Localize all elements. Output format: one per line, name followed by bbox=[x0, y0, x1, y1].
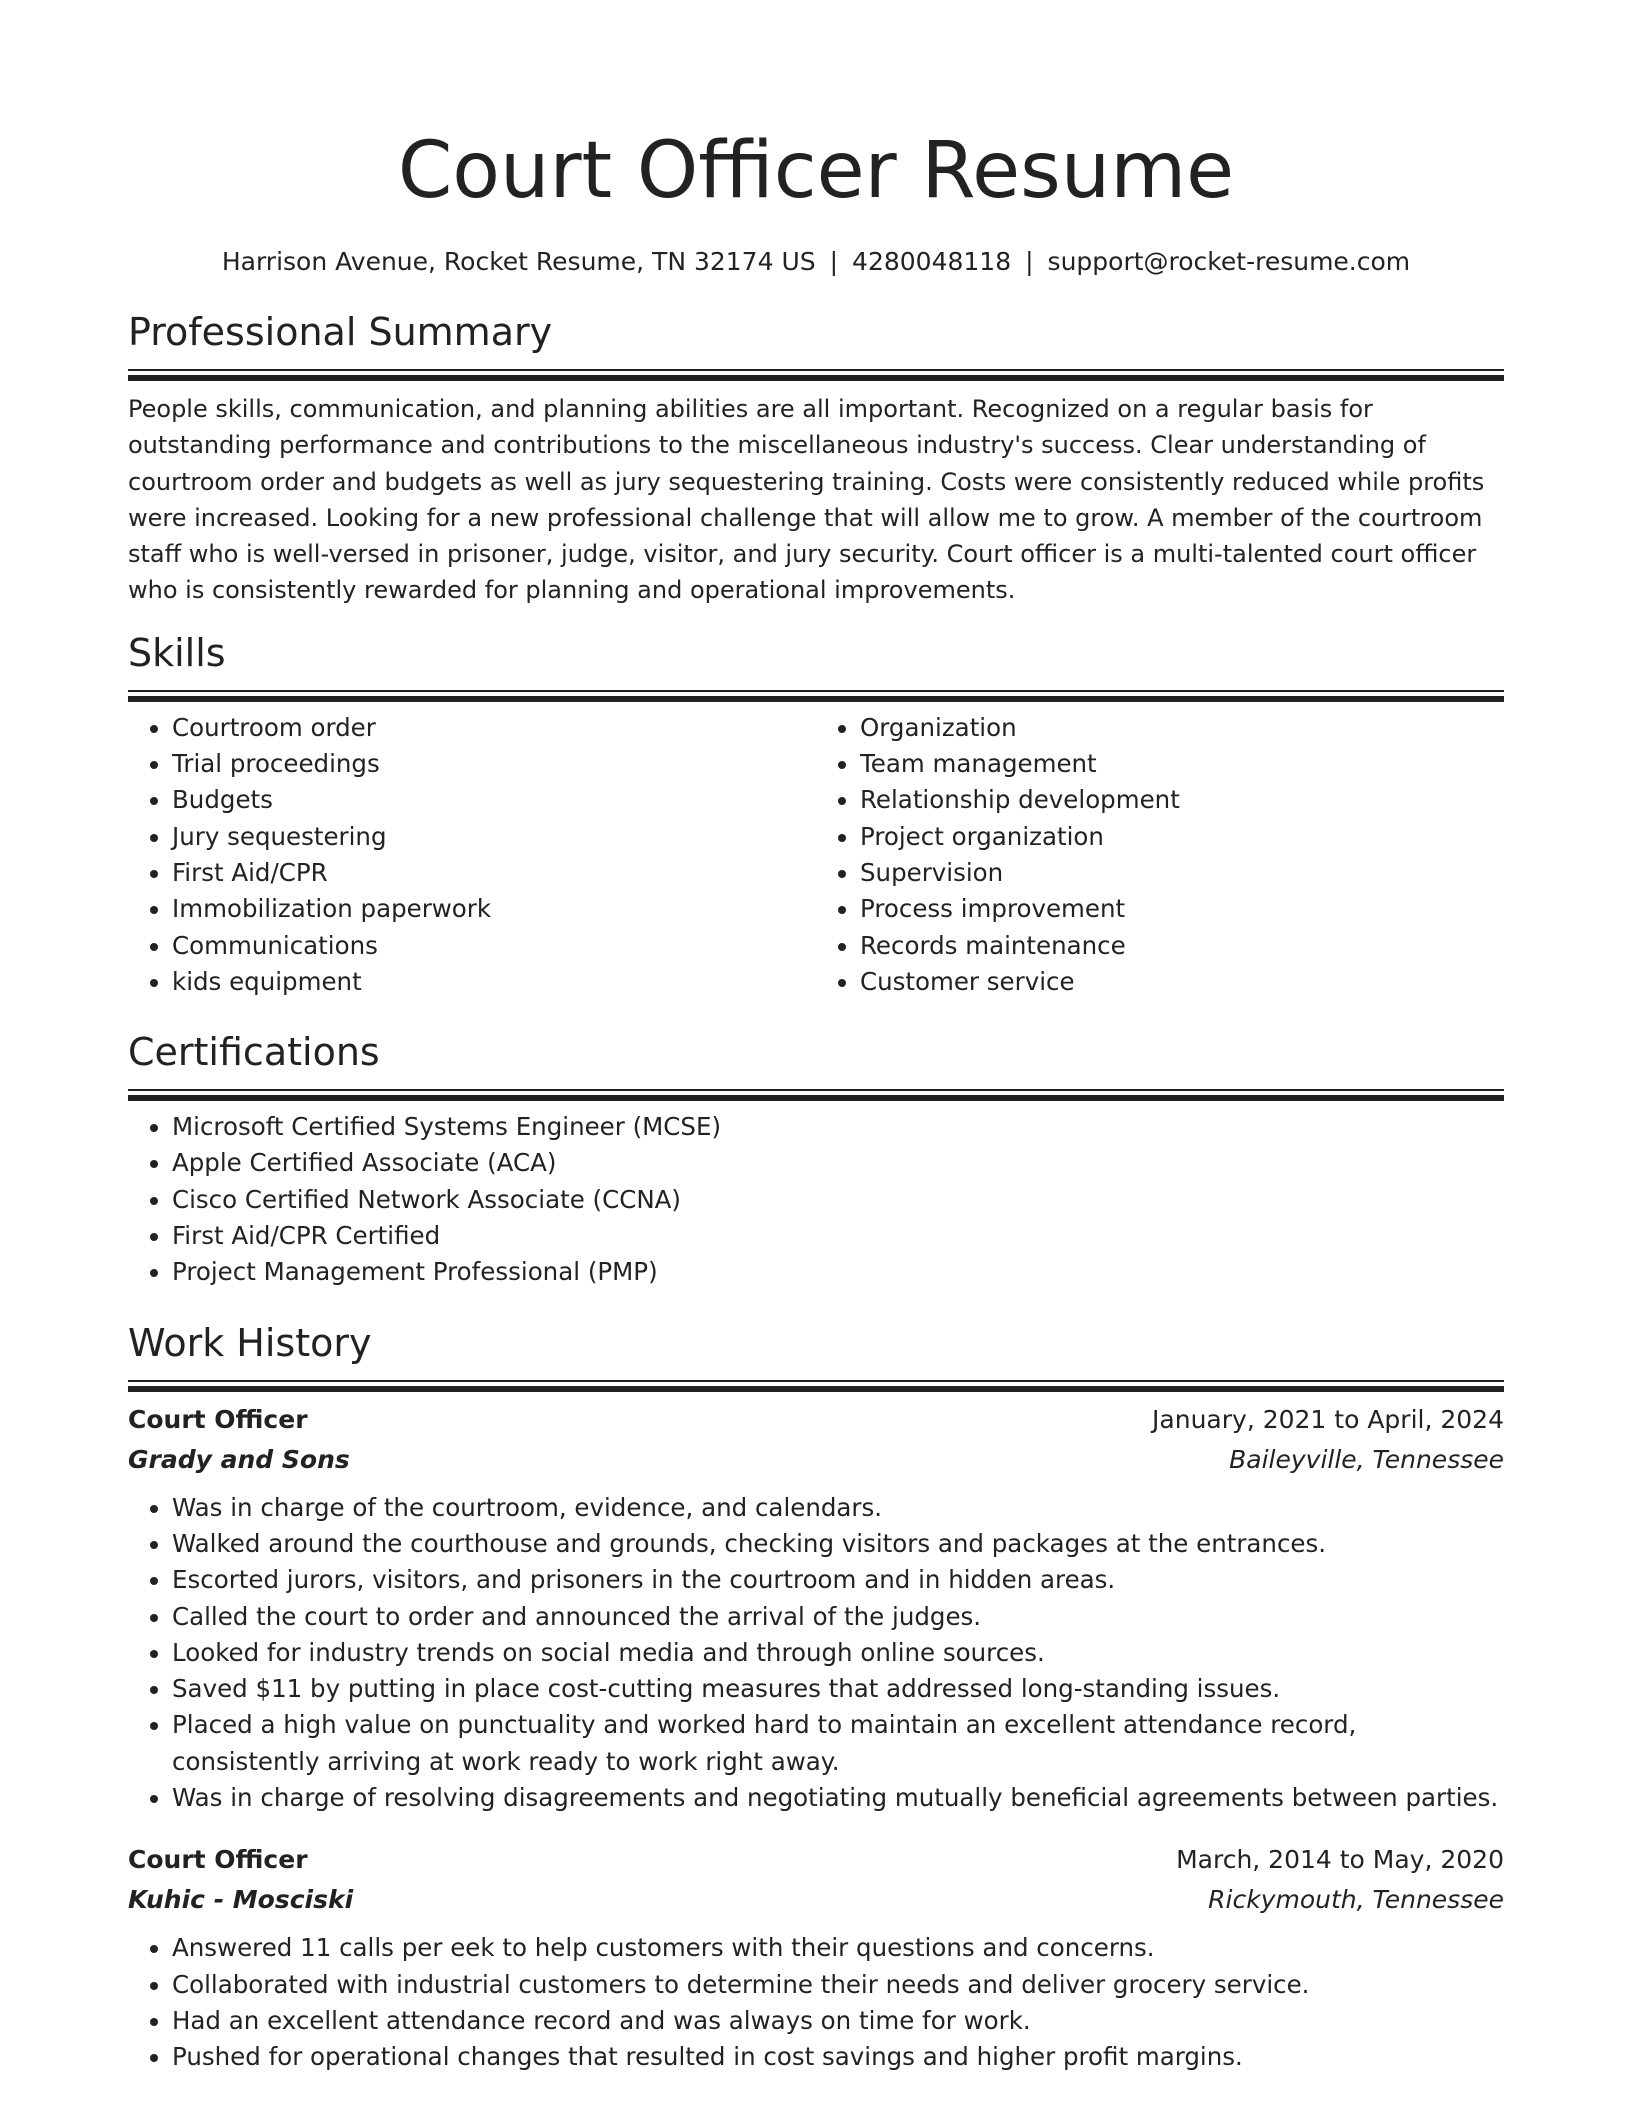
summary-heading: Professional Summary bbox=[128, 310, 553, 354]
job-title: Court Officer bbox=[128, 1404, 308, 1434]
skills-columns bbox=[128, 710, 1504, 1000]
job-title: Court Officer bbox=[128, 1845, 308, 1875]
contact-line bbox=[128, 246, 1504, 278]
work-history-heading: Work History bbox=[128, 1320, 372, 1365]
skill-item: • Project organization bbox=[860, 819, 1504, 855]
contact-phone: 4280048118 bbox=[852, 247, 1012, 276]
section-divider bbox=[128, 690, 1504, 696]
section-divider bbox=[128, 1089, 1504, 1095]
summary-section bbox=[128, 308, 1504, 609]
skill-item: • Communications bbox=[172, 928, 816, 964]
job-duty: • Was in charge of resolving disagreements and negotiating mutually beneficial agreements between parties. bbox=[172, 1780, 1504, 1816]
job-company: Grady and Sons bbox=[128, 1444, 350, 1474]
certification-item: • Apple Certified Associate (ACA) bbox=[172, 1145, 1504, 1181]
skill-item: • Team management bbox=[860, 746, 1504, 782]
section-divider bbox=[128, 1380, 1504, 1386]
skill-item: • First Aid/CPR bbox=[172, 855, 816, 891]
job-entry bbox=[128, 1840, 1504, 2075]
skill-item: • Courtroom order bbox=[172, 710, 816, 746]
certifications-list bbox=[128, 1109, 1504, 1290]
job-duty: • Collaborated with industrial customers to determine their needs and deliver grocery service. bbox=[172, 1967, 1504, 2003]
skill-item: • Budgets bbox=[172, 782, 816, 818]
job-duty: • Pushed for operational changes that resulted in cost savings and higher profit margins. bbox=[172, 2039, 1504, 2075]
job-duty: • Looked for industry trends on social media and through online sources. bbox=[172, 1635, 1504, 1671]
job-entry bbox=[128, 1400, 1504, 1817]
certification-item: • Cisco Certified Network Associate (CCNA) bbox=[172, 1182, 1504, 1218]
certifications-section bbox=[128, 1028, 1504, 1290]
skill-item: • Organization bbox=[860, 710, 1504, 746]
skill-item: • Records maintenance bbox=[860, 928, 1504, 964]
section-divider bbox=[128, 369, 1504, 375]
job-header bbox=[128, 1840, 1504, 1880]
skill-item: • Trial proceedings bbox=[172, 746, 816, 782]
job-duty: • Answered 11 calls per eek to help customers with their questions and concerns. bbox=[172, 1930, 1504, 1966]
work-history-section bbox=[128, 1319, 1504, 2076]
certification-item: • Project Management Professional (PMP) bbox=[172, 1254, 1504, 1290]
job-duty: • Saved $11 by putting in place cost-cutting measures that addressed long-standing issues. bbox=[172, 1671, 1504, 1707]
skills-section bbox=[128, 629, 1504, 1000]
contact-separator: | bbox=[1025, 247, 1034, 276]
job-subheader bbox=[128, 1880, 1504, 1920]
job-subheader bbox=[128, 1440, 1504, 1480]
job-duty: • Was in charge of the courtroom, evidence, and calendars. bbox=[172, 1490, 1504, 1526]
job-duty: • Called the court to order and announced the arrival of the judges. bbox=[172, 1599, 1504, 1635]
job-location: Rickymouth, Tennessee bbox=[1208, 1885, 1504, 1915]
certification-item: • First Aid/CPR Certified bbox=[172, 1218, 1504, 1254]
job-duty: • Walked around the courthouse and grounds, checking visitors and packages at the entrances. bbox=[172, 1526, 1504, 1562]
skill-item: • Relationship development bbox=[860, 782, 1504, 818]
job-dates: January, 2021 to April, 2024 bbox=[1152, 1404, 1504, 1434]
skill-item: • Jury sequestering bbox=[172, 819, 816, 855]
skill-item: • Immobilization paperwork bbox=[172, 891, 816, 927]
skill-item: • Supervision bbox=[860, 855, 1504, 891]
skills-heading: Skills bbox=[128, 630, 226, 675]
skill-item: • Customer service bbox=[860, 964, 1504, 1000]
job-dates: March, 2014 to May, 2020 bbox=[1176, 1845, 1504, 1875]
job-header bbox=[128, 1400, 1504, 1440]
contact-separator: | bbox=[829, 247, 839, 276]
job-duty: • Escorted jurors, visitors, and prisoners in the courtroom and in hidden areas. bbox=[172, 1562, 1504, 1598]
skills-list-right bbox=[816, 710, 1504, 1000]
job-duties-list bbox=[128, 1930, 1504, 2075]
job-location: Baileyville, Tennessee bbox=[1229, 1444, 1504, 1474]
certification-item: • Microsoft Certified Systems Engineer (MCSE) bbox=[172, 1109, 1504, 1145]
job-company: Kuhic - Mosciski bbox=[128, 1885, 354, 1915]
contact-address: Harrison Avenue, Rocket Resume, TN 32174 US bbox=[221, 247, 816, 276]
summary-text: People skills, communication, and planning abilities are all important. Recognized on a regular basis for outstanding performance and contributions to the miscellaneous industry's success. Clear understanding of courtroom order and budgets as well as jury sequestering training. Costs were consistently reduced while profits were increased. Looking for a new professional challenge that will allow me to grow. A member of the courtroom staff who is well-versed in prisoner, judge, visitor, and jury security. Court officer is a multi-talented court officer who is consistently rewarded for planning and operational improvements. bbox=[128, 395, 1485, 605]
skill-item: • Process improvement bbox=[860, 891, 1504, 927]
skills-list-left bbox=[128, 710, 816, 1000]
certifications-heading: Certifications bbox=[128, 1030, 380, 1075]
contact-email: support@rocket-resume.com bbox=[1047, 247, 1411, 276]
job-duty: • Had an excellent attendance record and was always on time for work. bbox=[172, 2003, 1504, 2039]
job-duty: • Placed a high value on punctuality and worked hard to maintain an excellent attendance record, consistently arriving at work ready to work right away. bbox=[172, 1707, 1504, 1780]
skill-item: • kids equipment bbox=[172, 964, 816, 1000]
resume-title: Court Officer Resume bbox=[397, 126, 1235, 216]
job-duties-list bbox=[128, 1490, 1504, 1817]
